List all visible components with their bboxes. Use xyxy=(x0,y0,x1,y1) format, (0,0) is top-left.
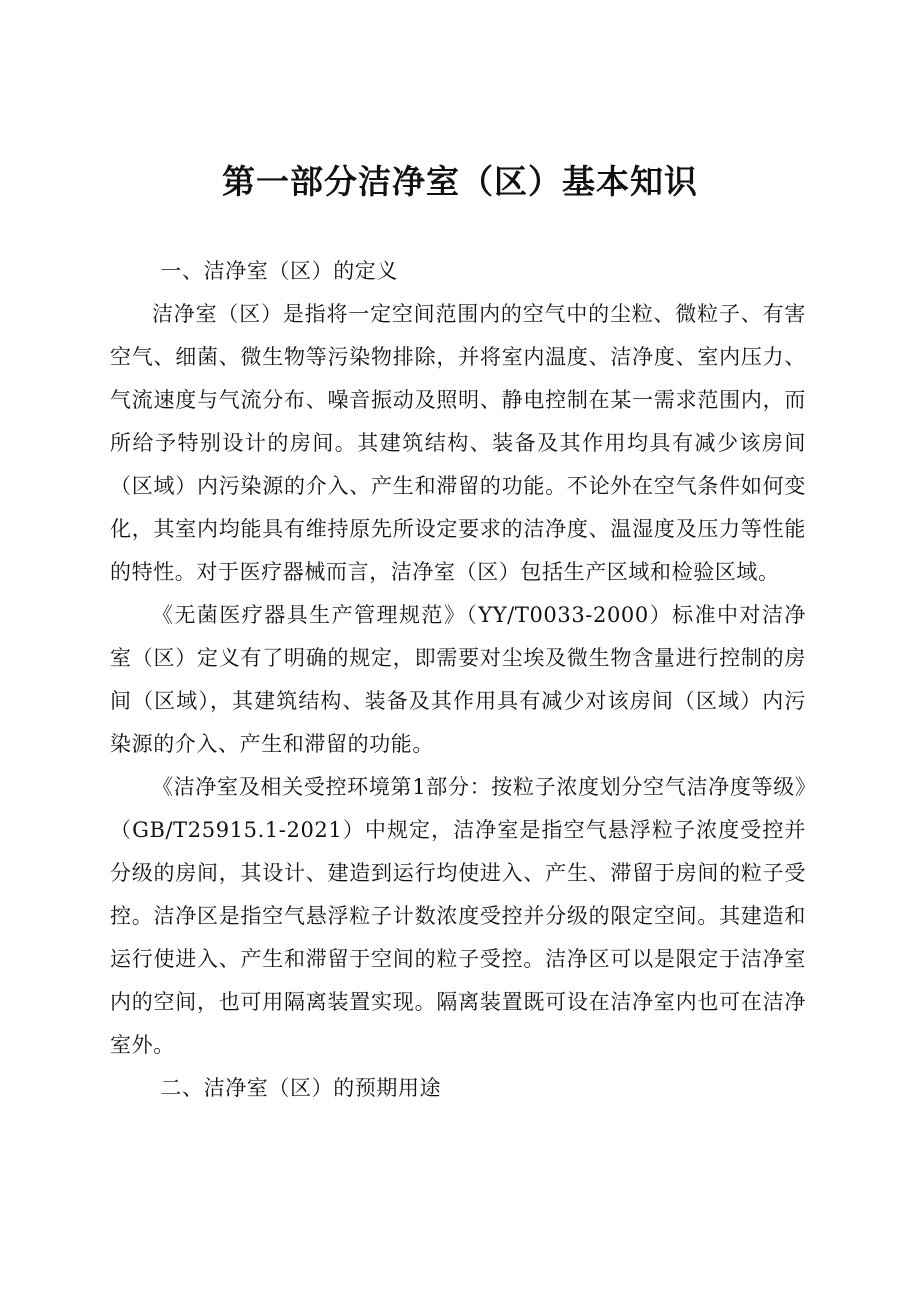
paragraph-yy-standard: 《无菌医疗器具生产管理规范》（YY/T0033-2000）标准中对洁净室（区）定义有了明确的规定，即需要对尘埃及微生物含量进行控制的房间（区域），其建筑结构、装备及其作用具有减少对该房间（区域）内污染源的介入、产生和滞留的功能。 xyxy=(110,603,806,756)
paragraph-definition: 洁净室（区）是指将一定空间范围内的空气中的尘粒、微粒子、有害空气、细菌、微生物等污染物排除，并将室内温度、洁净度、室内压力、气流速度与气流分布、噪音振动及照明、静电控制在某一需求范围内，而所给予特别设计的房间。其建筑结构、装备及其作用均具有减少该房间（区域）内污染源的介入、产生和滞留的功能。不论外在空气条件如何变化，其室内均能具有维持原先所设定要求的洁净度、温湿度及压力等性能的特性。对于医疗器械而言，洁净室（区）包括生产区域和检验区域。 xyxy=(110,302,806,584)
section-heading-intended-use: 二、洁净室（区）的预期用途 xyxy=(160,1076,442,1100)
paragraph-gb-standard: 《洁净室及相关受控环境第1部分：按粒子浓度划分空气洁净度等级》（GB/T25915.1-2021）中规定，洁净室是指空气悬浮粒子浓度受控并分级的房间，其设计、建造到运行均使进入、产生、滞留于房间的粒子受控。洁净区是指空气悬浮粒子计数浓度受控并分级的限定空间。其建造和运行使进入、产生和滞留于空间的粒子受控。洁净区可以是限定于洁净室内的空间，也可用隔离装置实现。隔离装置既可设在洁净室内也可在洁净室外。 xyxy=(110,775,806,1057)
page-title: 第一部分洁净室（区）基本知识 xyxy=(222,162,698,201)
document-body xyxy=(110,250,806,1110)
section-heading-definition: 一、洁净室（区）的定义 xyxy=(160,259,398,283)
